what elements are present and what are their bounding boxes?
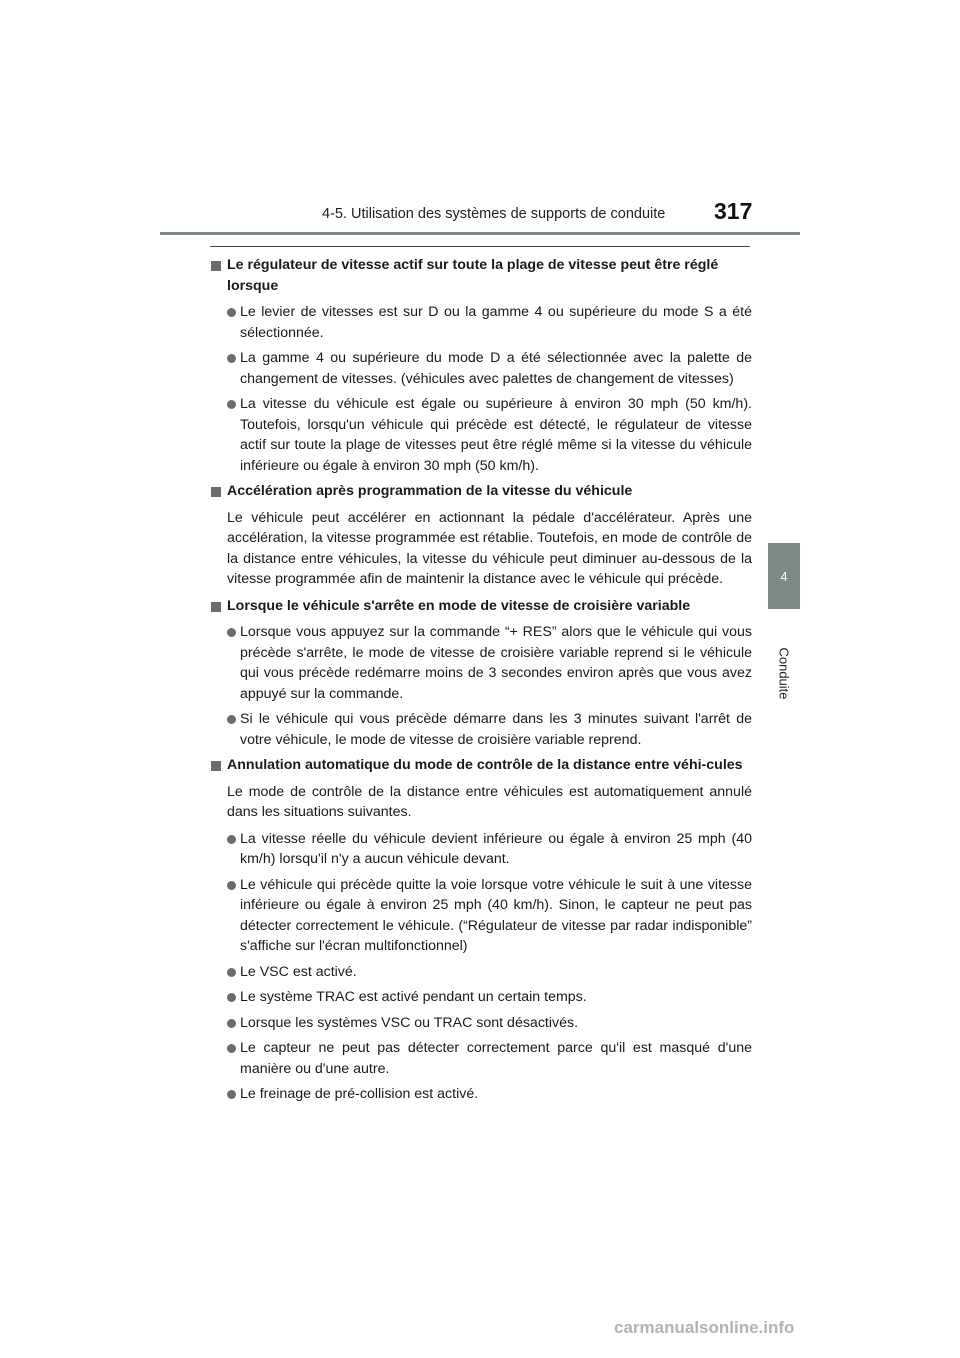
page-content <box>211 255 752 1110</box>
section-paragraph: Le véhicule peut accélérer en actionnant la pédale d'accélérateur. Après une accélération, la vitesse programmée est rétablie. Toutefois, en mode de contrôle de la distance entre véhicules, la vitesse du véhicule peut diminuer au-dessous de la vitesse programmée afin de maintenir la distance avec le véhicule qui précède. <box>227 509 752 587</box>
list-item <box>227 829 752 870</box>
chapter-label <box>761 646 807 700</box>
list-item-text: Le freinage de pré-collision est activé. <box>240 1086 479 1102</box>
list-item-text: Le VSC est activé. <box>240 963 357 980</box>
list-item <box>227 987 752 1008</box>
round-bullet-icon <box>227 835 236 844</box>
list-item-text: Si le véhicule qui vous précède démarre dans les 3 minutes suivant l'arrêt de votre véhicule, le mode de vitesse de croisière variable reprend. <box>240 711 752 748</box>
list-item-text: Le capteur ne peut pas détecter correctement parce qu'il est masqué d'une manière ou d'une autre. <box>240 1040 752 1077</box>
list-item-text: La vitesse du véhicule est égale ou supérieure à environ 30 mph (50 km/h). Toutefois, lorsqu'un véhicule qui précède est détecté, le régulateur de vitesse actif sur toute la plage de vitesses peut être réglé même si la vitesse du véhicule inférieure ou égale à environ 30 mph (50 km/h). <box>240 396 752 474</box>
round-bullet-icon <box>227 993 236 1002</box>
list-item <box>227 709 752 750</box>
round-bullet-icon <box>227 308 236 317</box>
square-bullet-icon <box>211 761 221 771</box>
section-heading-text: Annulation automatique du mode de contrôle de la distance entre véhi-cules <box>227 757 743 773</box>
section-heading <box>211 481 752 502</box>
page-number: 317 <box>714 198 753 224</box>
list-item-text: La gamme 4 ou supérieure du mode D a été sélectionnée avec la palette de changement de vitesses. (véhicules avec palettes de changement de vitesses) <box>240 350 752 387</box>
section-heading-text: Accélération après programmation de la vitesse du véhicule <box>227 483 633 499</box>
header-rule <box>160 232 800 235</box>
list-item <box>227 394 752 476</box>
round-bullet-icon <box>227 1090 236 1099</box>
square-bullet-icon <box>211 602 221 612</box>
square-bullet-icon <box>211 261 221 271</box>
section-paragraph: Le mode de contrôle de la distance entre véhicules est automatiquement annulé dans les situations suivantes. <box>227 783 752 820</box>
round-bullet-icon <box>227 1044 236 1053</box>
round-bullet-icon <box>227 628 236 637</box>
list-item <box>227 302 752 343</box>
chapter-tab: 4 <box>768 543 800 609</box>
round-bullet-icon <box>227 400 236 409</box>
list-item <box>227 875 752 957</box>
chapter-label-text: Conduite <box>776 646 792 700</box>
round-bullet-icon <box>227 968 236 977</box>
section-heading <box>211 255 752 296</box>
list-item-text: Le système TRAC est activé pendant un certain temps. <box>240 989 587 1005</box>
round-bullet-icon <box>227 1019 236 1028</box>
round-bullet-icon <box>227 715 236 724</box>
section-heading <box>211 755 752 776</box>
section-heading-text: Le régulateur de vitesse actif sur toute la plage de vitesse peut être réglé lorsque <box>227 257 719 294</box>
list-item <box>227 962 752 983</box>
list-item <box>227 1038 752 1079</box>
square-bullet-icon <box>211 487 221 497</box>
list-item <box>227 1084 752 1105</box>
list-item <box>227 348 752 389</box>
round-bullet-icon <box>227 881 236 890</box>
list-item-text: Le véhicule qui précède quitte la voie lorsque votre véhicule le suit à une vitesse inférieure ou égale à environ 25 mph (40 km/h). Sinon, le capteur ne peut pas détecter correctement le véhicule. (“Régulateur de vitesse par radar indisponible” s'affiche sur l'écran multifonctionnel) <box>240 876 752 954</box>
list-item <box>227 622 752 704</box>
list-item-text: Lorsque vous appuyez sur la commande “+ RES” alors que le véhicule qui vous précède s'arrête, le mode de vitesse de croisière variable reprend si le véhicule qui vous précède redémarre moins de 3 secondes environ après que vous avez appuyé sur la commande. <box>240 624 752 702</box>
list-item-text: Le levier de vitesses est sur D ou la gamme 4 ou supérieure du mode S a été sélectionnée. <box>240 304 752 341</box>
list-item-text: La vitesse réelle du véhicule devient inférieure ou égale à environ 25 mph (40 km/h) lorsqu'il n'y a aucun véhicule devant. <box>240 830 752 867</box>
list-item <box>227 1013 752 1034</box>
watermark: carmanualsonline.info <box>614 1318 795 1337</box>
content-rule <box>210 246 750 247</box>
section-heading <box>211 596 752 617</box>
round-bullet-icon <box>227 354 236 363</box>
section-title: 4-5. Utilisation des systèmes de supports de conduite <box>322 206 666 222</box>
list-item-text: Lorsque les systèmes VSC ou TRAC sont désactivés. <box>240 1014 579 1031</box>
section-heading-text: Lorsque le véhicule s'arrête en mode de vitesse de croisière variable <box>227 597 691 614</box>
